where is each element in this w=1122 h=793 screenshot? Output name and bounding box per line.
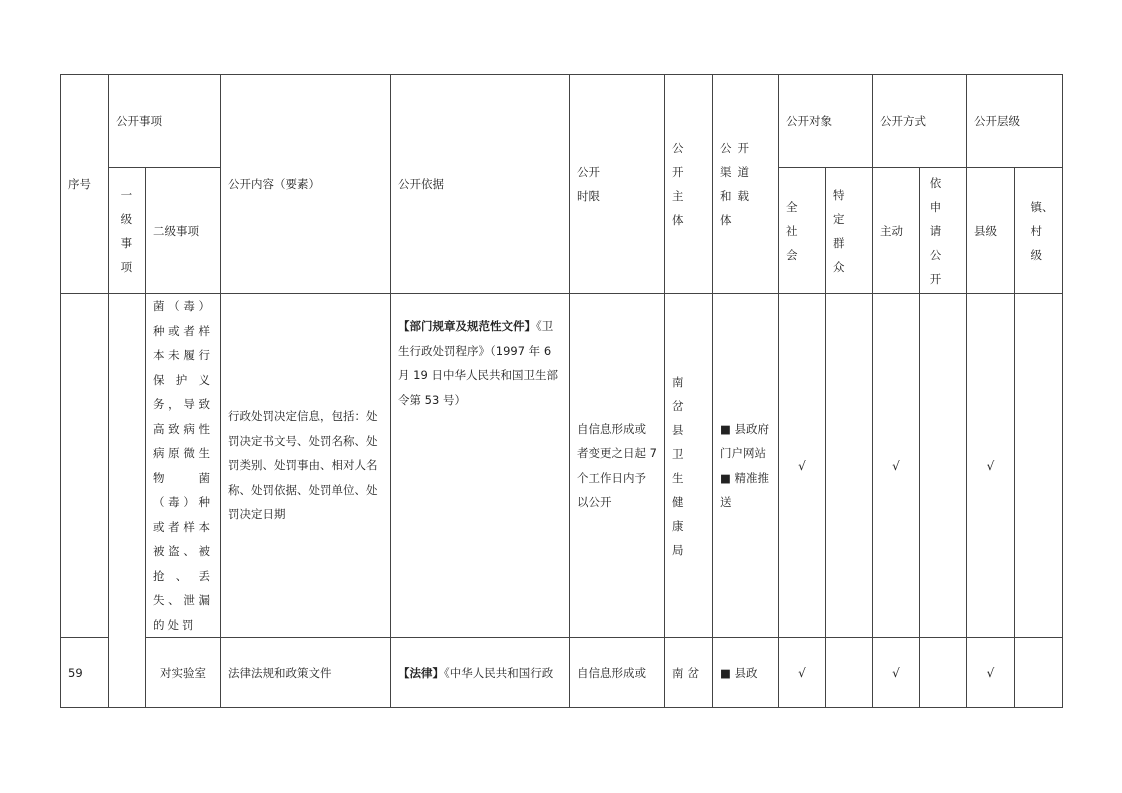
- header-level1: [109, 168, 146, 294]
- header-content: 公开内容（要素）: [221, 75, 391, 294]
- header-target-group: 公开对象: [779, 75, 873, 168]
- header-target-specific: [826, 168, 873, 294]
- header-target-all: [779, 168, 826, 294]
- row-target-all: √: [779, 294, 826, 638]
- row-level2: [146, 294, 221, 638]
- header-level2: 二级事项: [146, 168, 221, 294]
- row-method-apply: [920, 638, 967, 708]
- header-level-town-text: 镇、村级: [1030, 199, 1054, 262]
- row-time-limit: 自信息形成或: [570, 638, 665, 708]
- table-row: [61, 638, 1063, 708]
- row-basis-tag: 【法律】: [398, 665, 444, 680]
- row-method-active: √: [873, 294, 920, 638]
- row-target-all: √: [779, 638, 826, 708]
- row-level-county: √: [967, 638, 1015, 708]
- row-content: 法律法规和政策文件: [221, 638, 391, 708]
- row-level-town: [1015, 294, 1063, 638]
- header-target-specific-text: 特定群众: [833, 187, 850, 274]
- header-item-group: 公开事项: [109, 75, 221, 168]
- row-target-specific: [826, 638, 873, 708]
- row-content-text: 行政处罚决定信息，包括：处罚决定书文号、处罚名称、处罚类别、处罚事由、相对人名称、处罚依据、处罚单位、处罚决定日期: [228, 409, 378, 522]
- row-subject: 南岔: [665, 638, 713, 708]
- header-subject-text: 公开主体: [672, 141, 690, 227]
- header-target-all-text: 全社会: [786, 199, 803, 262]
- header-method-apply-text: 依申请公开: [929, 175, 947, 286]
- row-basis: [391, 638, 570, 708]
- row-level-town: [1015, 638, 1063, 708]
- row-target-specific: [826, 294, 873, 638]
- row-basis: [391, 294, 570, 638]
- row-subject-text: 南岔县卫生健康局: [672, 374, 690, 557]
- header-method-active: 主动: [873, 168, 920, 294]
- row-level1: [109, 294, 146, 708]
- row-basis-body: 《中华人民共和国行政: [444, 665, 554, 680]
- row-content: [221, 294, 391, 638]
- disclosure-table: [60, 74, 1063, 708]
- row-subject: [665, 294, 713, 638]
- row-channel-text: ■ 县政府门户网站 ■ 精准推送: [720, 421, 770, 509]
- row-seq: 59: [61, 638, 109, 708]
- header-row-1: [61, 75, 1063, 168]
- row-time-limit: [570, 294, 665, 638]
- row-level2-text: 菌（毒）种或者样本未履行保护义务，导致高致病性病原微生物菌（毒）种或者样本被盗、被抢、丢失、泄漏的处罚: [153, 299, 213, 632]
- row-time-limit-text: 自信息形成或者变更之日起 7 个工作日内予以公开: [577, 421, 657, 509]
- row-channel: [713, 294, 779, 638]
- table-row: [61, 294, 1063, 638]
- header-seq: 序号: [61, 75, 109, 294]
- header-channel: [713, 75, 779, 294]
- header-level1-text: 一级事项: [120, 187, 133, 274]
- header-channel-text: 公开渠道和载体: [720, 141, 755, 227]
- header-method-apply: [920, 168, 967, 294]
- header-time-limit-text: 公开时限: [577, 165, 600, 203]
- header-time-limit: [570, 75, 665, 294]
- row-basis-body: 《卫生行政处罚程序》（1997 年 6 月 19 日中华人民共和国卫生部令第 53 号）: [398, 319, 558, 407]
- row-method-apply: [920, 294, 967, 638]
- header-subject: [665, 75, 713, 294]
- row-basis-tag: 【部门规章及规范性文件】: [398, 319, 536, 333]
- row-level-county: √: [967, 294, 1015, 638]
- row-level2: 对实验室: [146, 638, 221, 708]
- header-level-group: 公开层级: [967, 75, 1063, 168]
- row-channel: ■ 县政: [713, 638, 779, 708]
- row-method-active: √: [873, 638, 920, 708]
- header-level-county: 县级: [967, 168, 1015, 294]
- header-level-town: [1015, 168, 1063, 294]
- row-basis-text: [398, 314, 562, 412]
- header-basis: 公开依据: [391, 75, 570, 294]
- row-seq: [61, 294, 109, 638]
- header-method-group: 公开方式: [873, 75, 967, 168]
